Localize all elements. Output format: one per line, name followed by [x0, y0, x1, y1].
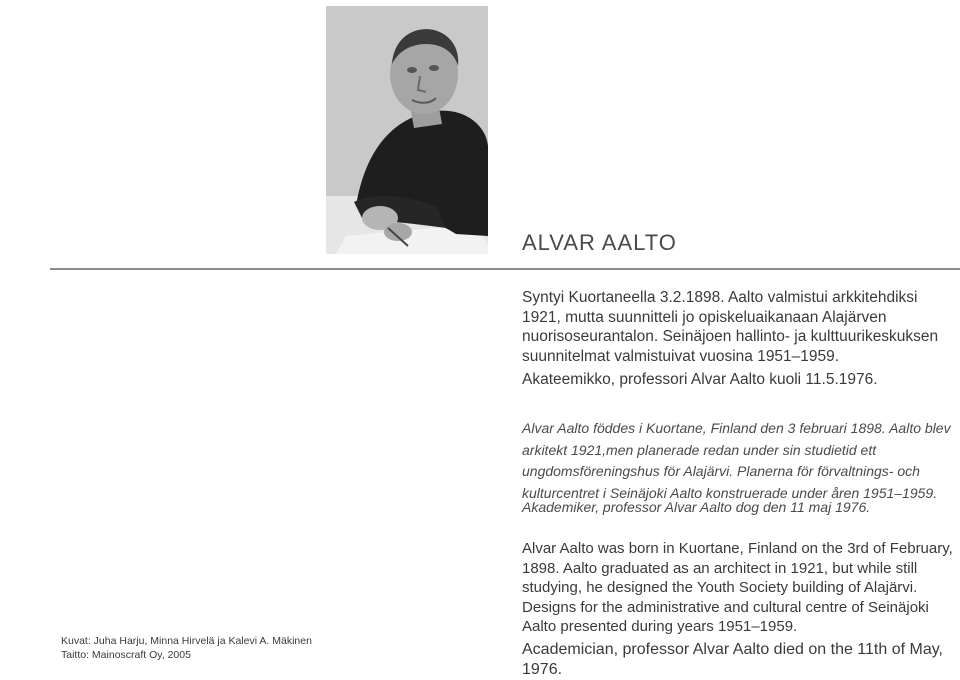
finnish-death-note: Akateemikko, professori Alvar Aalto kuoli 11.5.1976.: [522, 371, 878, 388]
english-bio: Alvar Aalto was born in Kuortane, Finland on the 3rd of February, 1898. Aalto graduated as an architect in 1921, but while still studying, he designed the Youth Society building of Alajärvi. Designs for the administrative and cultural centre of Seinäjoki Aalto presented during years 1951–1959.: [522, 540, 953, 636]
horizontal-divider: [50, 268, 960, 270]
portrait-photo: [326, 6, 488, 254]
layout-credits: Taitto: Mainoscraft Oy, 2005: [61, 649, 191, 661]
swedish-bio: Alvar Aalto föddes i Kuortane, Finland den 3 februari 1898. Aalto blev arkitekt 1921,men planerade redan under sin studietid ett ungdomsföreningshus för Alajärvi. Planerna för förvaltnings- och kulturcentret i Seinäjoki Aalto konstruerade under åren 1951–1959.: [522, 420, 951, 501]
credits: [61, 634, 312, 662]
portrait-photo-icon: [326, 6, 488, 254]
photo-credits: Kuvat: Juha Harju, Minna Hirvelä ja Kalevi A. Mäkinen: [61, 635, 312, 647]
finnish-bio: Syntyi Kuortaneella 3.2.1898. Aalto valmistui arkkitehdiksi 1921, mutta suunnitteli jo opiskeluaikanaan Alajärven nuorisoseurantalon. Seinäjoen hallinto- ja kulttuurikeskuksen suunnitelmat valmistuivat vuosina 1951–1959.: [522, 289, 939, 365]
english-death-note: Academician, professor Alvar Aalto died on the 11th of May, 1976.: [522, 641, 943, 678]
swedish-death-note: Akademiker, professor Alvar Aalto dog den 11 maj 1976.: [522, 499, 871, 515]
page-title: ALVAR AALTO: [522, 230, 677, 255]
